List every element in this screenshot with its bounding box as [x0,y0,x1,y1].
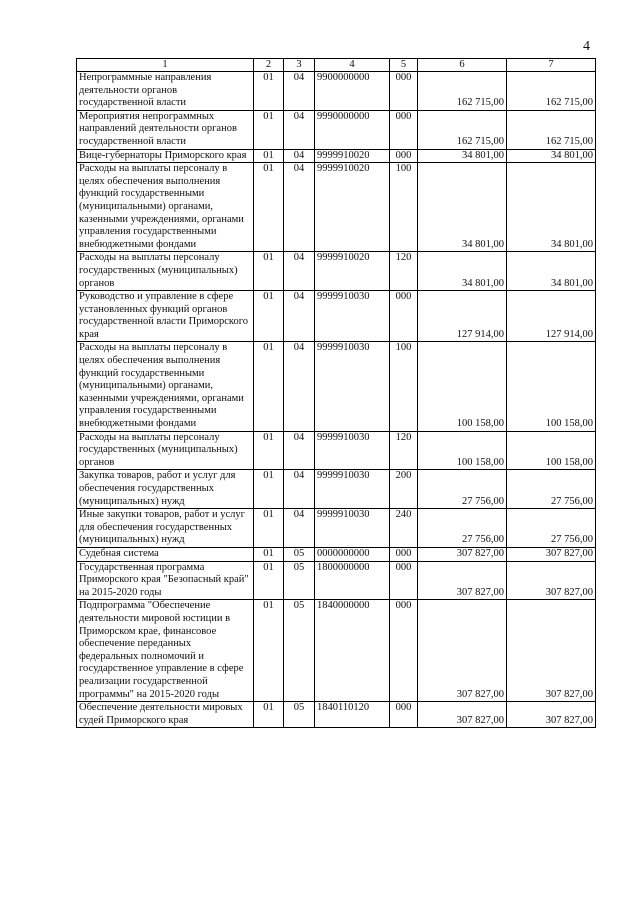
table-row [77,470,596,509]
amount-year2-cell: 162 715,00 [507,110,596,149]
amount-year1-cell: 127 914,00 [418,291,507,342]
row-name-cell: Закупка товаров, работ и услуг для обеспечения государственных (муниципальных) нужд [77,470,254,509]
section-code-cell: 01 [254,163,284,252]
column-header: 7 [507,59,596,72]
table-row [77,509,596,548]
expense-type-code-cell: 000 [390,702,418,728]
target-article-code-cell: 9999910030 [315,470,390,509]
target-article-code-cell: 9999910030 [315,509,390,548]
subsection-code-cell: 05 [284,561,315,600]
amount-year1-cell: 307 827,00 [418,702,507,728]
amount-year2-cell: 27 756,00 [507,470,596,509]
subsection-code-cell: 05 [284,702,315,728]
table-row [77,600,596,702]
section-code-cell: 01 [254,252,284,291]
table-row [77,163,596,252]
column-header: 3 [284,59,315,72]
expense-type-code-cell: 000 [390,110,418,149]
expense-type-code-cell: 000 [390,72,418,111]
target-article-code-cell: 9900000000 [315,72,390,111]
target-article-code-cell: 1840000000 [315,600,390,702]
amount-year1-cell: 307 827,00 [418,561,507,600]
amount-year2-cell: 34 801,00 [507,149,596,163]
target-article-code-cell: 1800000000 [315,561,390,600]
table-row [77,431,596,470]
subsection-code-cell: 04 [284,252,315,291]
section-code-cell: 01 [254,547,284,561]
column-header: 5 [390,59,418,72]
amount-year2-cell: 34 801,00 [507,163,596,252]
subsection-code-cell: 04 [284,163,315,252]
amount-year2-cell: 27 756,00 [507,509,596,548]
amount-year1-cell: 162 715,00 [418,72,507,111]
subsection-code-cell: 04 [284,431,315,470]
expense-type-code-cell: 120 [390,252,418,291]
amount-year1-cell: 307 827,00 [418,547,507,561]
table-row [77,547,596,561]
amount-year2-cell: 307 827,00 [507,600,596,702]
section-code-cell: 01 [254,149,284,163]
row-name-cell: Подпрограмма "Обеспечение деятельности мировой юстиции в Приморском крае, финансовое обеспечение переданных федеральных полномочий и государственное управление в сфере реализации государственной программы" на 2015-2020 годы [77,600,254,702]
target-article-code-cell: 9999910020 [315,163,390,252]
amount-year1-cell: 34 801,00 [418,149,507,163]
amount-year2-cell: 34 801,00 [507,252,596,291]
section-code-cell: 01 [254,509,284,548]
expense-type-code-cell: 200 [390,470,418,509]
subsection-code-cell: 04 [284,149,315,163]
table-row [77,702,596,728]
row-name-cell: Расходы на выплаты персоналу государственных (муниципальных) органов [77,431,254,470]
table-row [77,342,596,431]
amount-year2-cell: 307 827,00 [507,561,596,600]
table-row [77,561,596,600]
section-code-cell: 01 [254,110,284,149]
expense-type-code-cell: 000 [390,547,418,561]
section-code-cell: 01 [254,470,284,509]
page-number: 4 [583,39,590,54]
amount-year1-cell: 34 801,00 [418,252,507,291]
subsection-code-cell: 04 [284,291,315,342]
table-row [77,291,596,342]
expense-type-code-cell: 000 [390,149,418,163]
amount-year2-cell: 162 715,00 [507,72,596,111]
amount-year2-cell: 307 827,00 [507,702,596,728]
expense-type-code-cell: 120 [390,431,418,470]
target-article-code-cell: 9999910030 [315,342,390,431]
amount-year2-cell: 127 914,00 [507,291,596,342]
subsection-code-cell: 04 [284,342,315,431]
row-name-cell: Иные закупки товаров, работ и услуг для обеспечения государственных (муниципальных) нужд [77,509,254,548]
row-name-cell: Судебная система [77,547,254,561]
section-code-cell: 01 [254,342,284,431]
amount-year1-cell: 100 158,00 [418,342,507,431]
expense-type-code-cell: 240 [390,509,418,548]
target-article-code-cell: 0000000000 [315,547,390,561]
column-header: 6 [418,59,507,72]
target-article-code-cell: 9999910020 [315,149,390,163]
target-article-code-cell: 9999910030 [315,291,390,342]
column-header: 2 [254,59,284,72]
subsection-code-cell: 04 [284,509,315,548]
table-row [77,252,596,291]
expense-type-code-cell: 000 [390,600,418,702]
row-name-cell: Непрограммные направления деятельности органов государственной власти [77,72,254,111]
column-header: 4 [315,59,390,72]
section-code-cell: 01 [254,72,284,111]
table-row [77,72,596,111]
subsection-code-cell: 05 [284,547,315,561]
expense-type-code-cell: 000 [390,561,418,600]
row-name-cell: Расходы на выплаты персоналу в целях обеспечения выполнения функций государственными (муниципальными) органами, казенными учреждениями, органами управления государственными внебюджетными фондами [77,163,254,252]
column-header: 1 [77,59,254,72]
subsection-code-cell: 04 [284,72,315,111]
target-article-code-cell: 9990000000 [315,110,390,149]
section-code-cell: 01 [254,702,284,728]
section-code-cell: 01 [254,600,284,702]
subsection-code-cell: 05 [284,600,315,702]
amount-year2-cell: 100 158,00 [507,342,596,431]
amount-year1-cell: 27 756,00 [418,470,507,509]
amount-year2-cell: 307 827,00 [507,547,596,561]
amount-year1-cell: 100 158,00 [418,431,507,470]
target-article-code-cell: 9999910020 [315,252,390,291]
section-code-cell: 01 [254,291,284,342]
amount-year1-cell: 162 715,00 [418,110,507,149]
amount-year1-cell: 27 756,00 [418,509,507,548]
row-name-cell: Руководство и управление в сфере установленных функций органов государственной власти Приморского края [77,291,254,342]
budget-table [76,58,596,728]
expense-type-code-cell: 100 [390,342,418,431]
target-article-code-cell: 1840110120 [315,702,390,728]
table-header-row [77,59,596,72]
row-name-cell: Мероприятия непрограммных направлений деятельности органов государственной власти [77,110,254,149]
target-article-code-cell: 9999910030 [315,431,390,470]
expense-type-code-cell: 100 [390,163,418,252]
section-code-cell: 01 [254,431,284,470]
subsection-code-cell: 04 [284,470,315,509]
amount-year1-cell: 34 801,00 [418,163,507,252]
amount-year1-cell: 307 827,00 [418,600,507,702]
subsection-code-cell: 04 [284,110,315,149]
table-row [77,110,596,149]
table-row [77,149,596,163]
row-name-cell: Расходы на выплаты персоналу государственных (муниципальных) органов [77,252,254,291]
section-code-cell: 01 [254,561,284,600]
expense-type-code-cell: 000 [390,291,418,342]
row-name-cell: Государственная программа Приморского края "Безопасный край" на 2015-2020 годы [77,561,254,600]
row-name-cell: Вице-губернаторы Приморского края [77,149,254,163]
amount-year2-cell: 100 158,00 [507,431,596,470]
row-name-cell: Расходы на выплаты персоналу в целях обеспечения выполнения функций государственными (муниципальными) органами, казенными учреждениями, органами управления государственными внебюджетными фондами [77,342,254,431]
row-name-cell: Обеспечение деятельности мировых судей Приморского края [77,702,254,728]
